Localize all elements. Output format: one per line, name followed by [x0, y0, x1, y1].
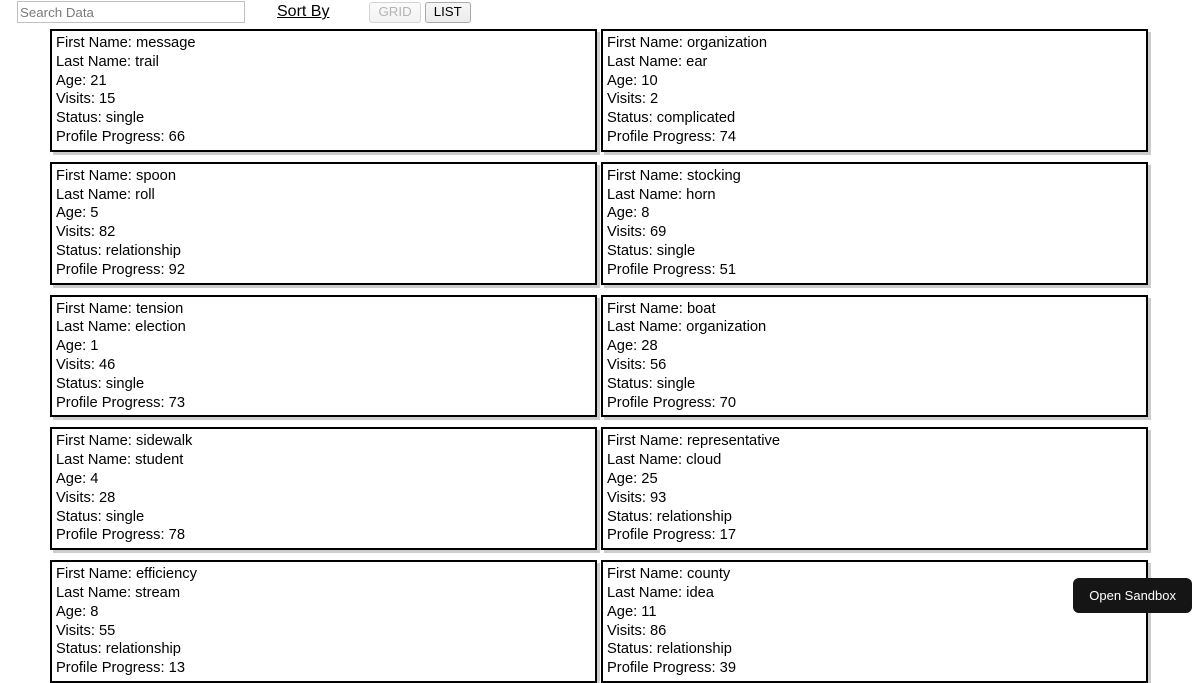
card-field-last-name: Last Name: ear [607, 53, 708, 70]
card-field-first-name: First Name: tension [56, 300, 184, 317]
card-field-first-name: First Name: representative [607, 433, 781, 450]
card-field-status: Status: single [607, 242, 696, 259]
search-input[interactable] [17, 1, 245, 23]
card-field-last-name: Last Name: horn [607, 186, 716, 203]
card-field-profile-progress: Profile Progress: 73 [56, 394, 185, 411]
card-field-last-name: Last Name: trail [56, 53, 159, 70]
card-field-profile-progress: Profile Progress: 70 [607, 394, 736, 411]
person-card [601, 295, 1148, 418]
card-field-visits: Visits: 28 [56, 489, 116, 506]
card-field-first-name: First Name: organization [607, 35, 767, 51]
card-field-age: Age: 21 [56, 72, 107, 89]
list-view-button[interactable]: LIST [425, 2, 471, 23]
person-card [50, 162, 597, 285]
card-field-last-name: Last Name: cloud [607, 452, 722, 469]
card-field-first-name: First Name: efficiency [56, 566, 197, 583]
card-field-visits: Visits: 56 [607, 356, 667, 373]
card-field-visits: Visits: 69 [607, 224, 667, 241]
person-card [601, 560, 1148, 683]
card-field-status: Status: single [607, 375, 696, 392]
card-field-age: Age: 11 [607, 603, 657, 620]
card-field-visits: Visits: 86 [607, 622, 667, 639]
card-field-visits: Visits: 46 [56, 356, 116, 373]
card-field-profile-progress: Profile Progress: 17 [607, 527, 736, 544]
card-field-profile-progress: Profile Progress: 39 [607, 660, 736, 677]
card-field-first-name: First Name: stocking [607, 167, 741, 184]
card-field-first-name: First Name: county [607, 566, 731, 583]
card-field-visits: Visits: 2 [607, 91, 659, 108]
card-field-profile-progress: Profile Progress: 78 [56, 527, 185, 544]
card-field-profile-progress: Profile Progress: 92 [56, 261, 185, 278]
card-field-age: Age: 5 [56, 205, 99, 222]
card-field-status: Status: single [56, 110, 145, 127]
card-field-status: Status: complicated [607, 110, 736, 127]
card-field-age: Age: 28 [607, 338, 658, 355]
card-field-last-name: Last Name: idea [607, 584, 714, 601]
card-field-profile-progress: Profile Progress: 51 [607, 261, 736, 278]
card-field-status: Status: single [56, 375, 145, 392]
card-field-visits: Visits: 82 [56, 224, 116, 241]
card-field-last-name: Last Name: stream [56, 584, 181, 601]
card-field-last-name: Last Name: organization [607, 319, 767, 336]
card-field-age: Age: 8 [56, 603, 99, 620]
open-sandbox-button[interactable]: Open Sandbox [1073, 578, 1192, 613]
card-field-age: Age: 25 [607, 470, 658, 487]
card-field-visits: Visits: 93 [607, 489, 667, 506]
view-toggle-group [369, 2, 470, 23]
person-card [50, 560, 597, 683]
card-field-first-name: First Name: message [56, 35, 196, 51]
card-field-last-name: Last Name: student [56, 452, 184, 469]
card-field-profile-progress: Profile Progress: 66 [56, 128, 185, 145]
card-field-age: Age: 10 [607, 72, 658, 89]
card-field-visits: Visits: 15 [56, 91, 116, 108]
card-field-status: Status: relationship [607, 508, 732, 525]
card-field-age: Age: 4 [56, 470, 99, 487]
person-card [601, 29, 1148, 152]
card-field-status: Status: relationship [56, 641, 181, 658]
card-field-visits: Visits: 55 [56, 622, 116, 639]
person-card [50, 427, 597, 550]
sort-by-link[interactable]: Sort By [277, 3, 330, 20]
card-field-age: Age: 8 [607, 205, 650, 222]
card-field-first-name: First Name: sidewalk [56, 433, 193, 450]
grid-view-button[interactable]: GRID [369, 2, 420, 23]
person-card [601, 427, 1148, 550]
card-field-status: Status: relationship [607, 641, 732, 658]
toolbar [0, 0, 471, 24]
card-field-first-name: First Name: spoon [56, 167, 176, 184]
person-card [50, 29, 597, 152]
card-field-profile-progress: Profile Progress: 13 [56, 660, 185, 677]
card-field-last-name: Last Name: election [56, 319, 186, 336]
card-grid [50, 29, 1148, 683]
card-field-age: Age: 1 [56, 338, 99, 355]
card-field-first-name: First Name: boat [607, 300, 716, 317]
card-field-profile-progress: Profile Progress: 74 [607, 128, 736, 145]
card-field-last-name: Last Name: roll [56, 186, 155, 203]
person-card [601, 162, 1148, 285]
card-field-status: Status: single [56, 508, 145, 525]
person-card [50, 295, 597, 418]
card-field-status: Status: relationship [56, 242, 181, 259]
